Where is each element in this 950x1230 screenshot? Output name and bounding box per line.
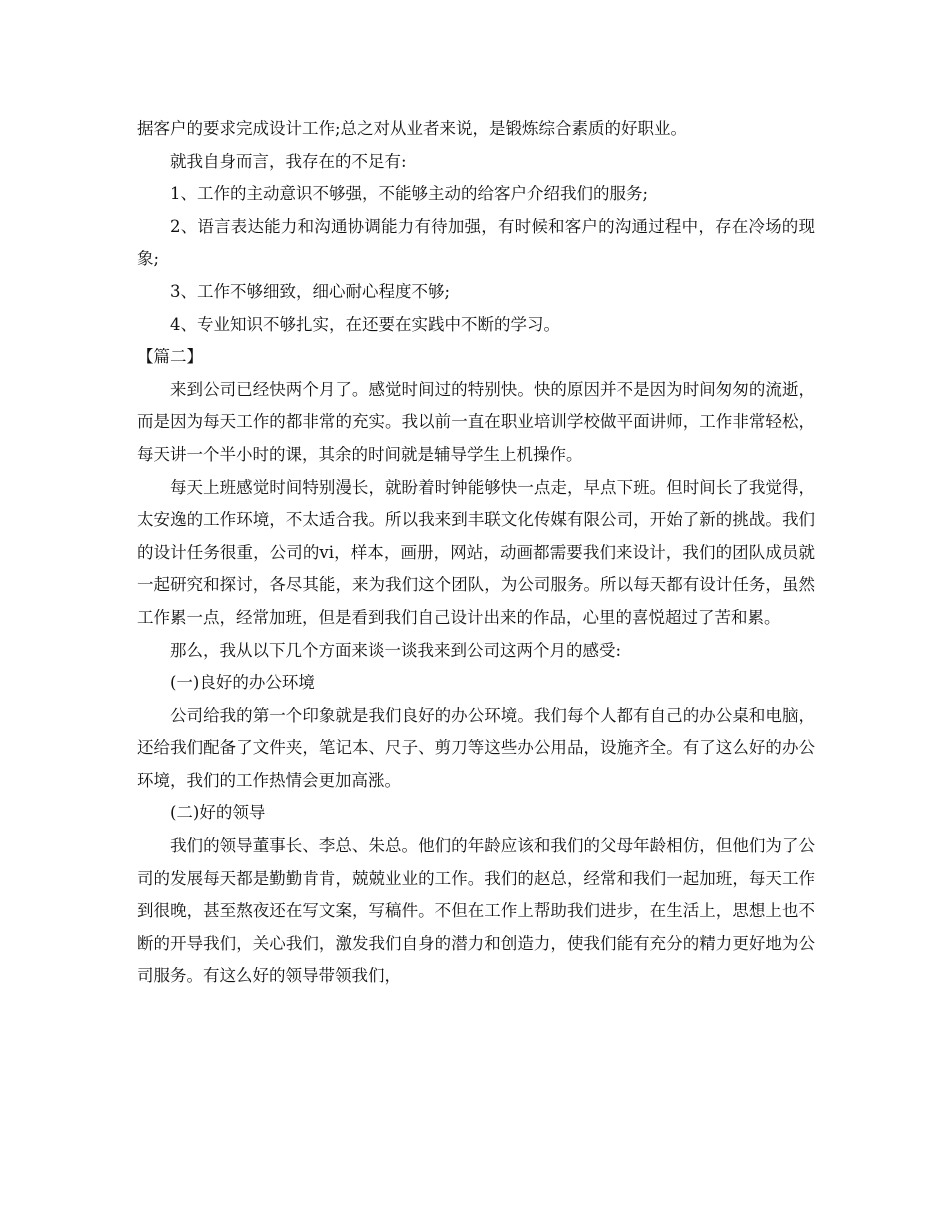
list-item-4: 4、专业知识不够扎实，在还要在实践中不断的学习。	[170, 314, 560, 334]
paragraph-arrival: 来到公司已经快两个月了。感觉时间过的特别快。快的原因并不是因为时间匆匆的流逝，而是因为每天工作的都非常的充实。我以前一直在职业培训学校做平面讲师，工作非常轻松，每天讲一个半小时的课，其余的时间就是辅导学生上机操作。	[137, 379, 815, 464]
paragraph-shortcomings-intro: 就我自身而言，我存在的不足有:	[170, 151, 407, 171]
subheading-office-environment: (一)良好的办公环境	[170, 673, 315, 693]
list-item-3: 3、工作不够细致，细心耐心程度不够;	[170, 281, 451, 301]
list-item-1: 1、工作的主动意识不够强，不能够主动的给客户介绍我们的服务;	[170, 184, 649, 204]
document-body	[137, 113, 815, 993]
paragraph-good-leaders: 我们的领导董事长、李总、朱总。他们的年龄应该和我们的父母年龄相仿，但他们为了公司的发展每天都是勤勤肯肯，兢兢业业的工作。我们的赵总，经常和我们一起加班，每天工作到很晚，甚至熬夜还在写文案，写稿件。不但在工作上帮助我们进步，在生活上，思想上也不断的开导我们，关心我们，激发我们自身的潜力和创造力，使我们能有充分的精力更好地为公司服务。有这么好的领导带领我们，	[137, 836, 815, 986]
section-heading-part-two: 【篇二】	[137, 347, 203, 367]
list-item-2: 2、语言表达能力和沟通协调能力有待加强，有时候和客户的沟通过程中，存在冷场的现象;	[137, 216, 815, 269]
paragraph-daily-work: 每天上班感觉时间特别漫长，就盼着时钟能够快一点走，早点下班。但时间长了我觉得，太安逸的工作环境，不太适合我。所以我来到丰联文化传媒有限公司，开始了新的挑战。我们的设计任务很重，公司的vi，样本，画册，网站，动画都需要我们来设计，我们的团队成员就一起研究和探讨，各尽其能，来为我们这个团队，为公司服务。所以每天都有设计任务，虽然工作累一点，经常加班，但是看到我们自己设计出来的作品，心里的喜悦超过了苦和累。	[137, 477, 815, 627]
paragraph-office-environment: 公司给我的第一个印象就是我们良好的办公环境。我们每个人都有自己的办公桌和电脑，还给我们配备了文件夹，笔记本、尺子、剪刀等这些办公用品，设施齐全。有了这么好的办公环境，我们的工作热情会更加高涨。	[137, 705, 815, 790]
subheading-good-leaders: (二)好的领导	[170, 803, 266, 823]
paragraph-feelings-intro: 那么，我从以下几个方面来谈一谈我来到公司这两个月的感受:	[170, 640, 622, 660]
paragraph-continuation: 据客户的要求完成设计工作;总之对从业者来说，是锻炼综合素质的好职业。	[137, 119, 688, 138]
